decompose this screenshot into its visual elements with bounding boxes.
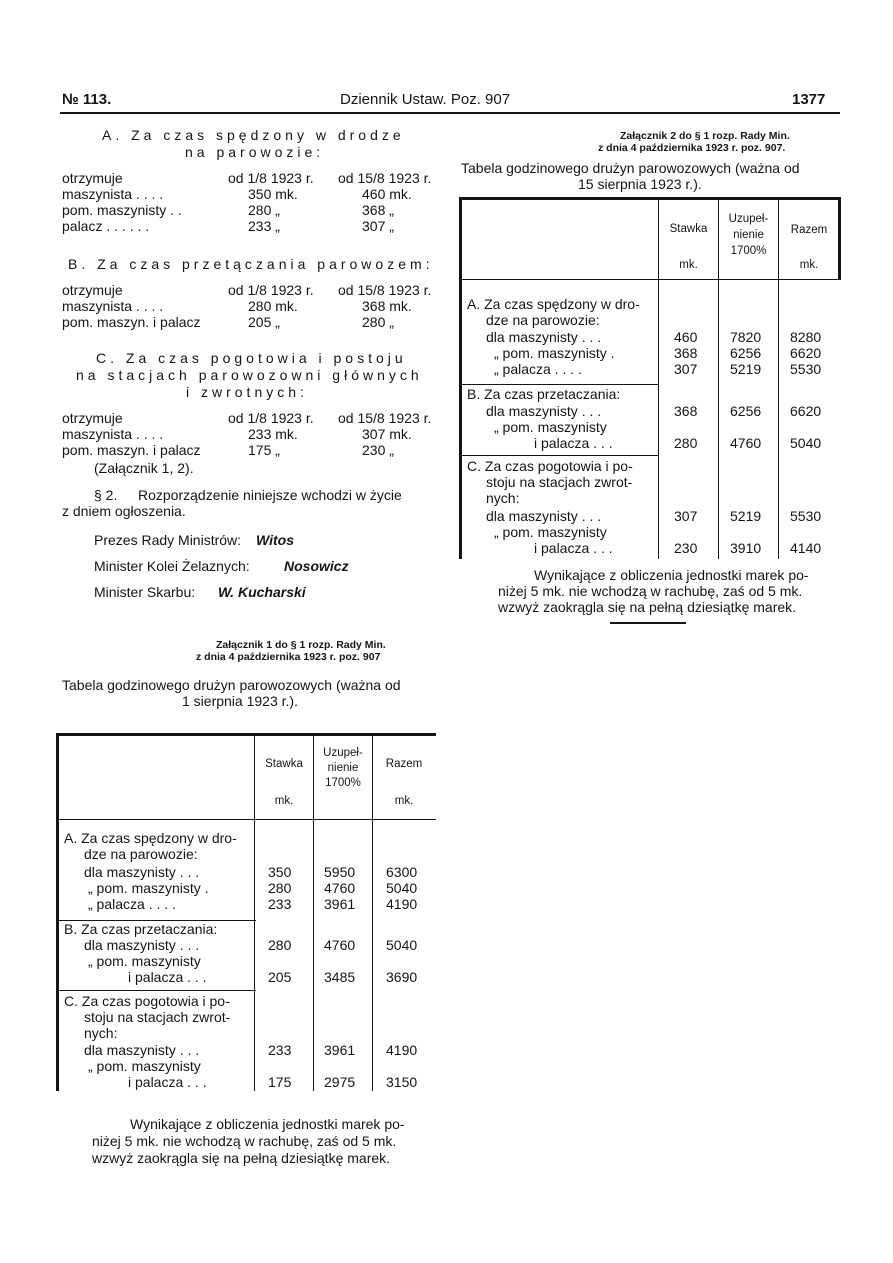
cell-stawka: 307 (674, 361, 698, 377)
table-row: dze na parowozie: (486, 312, 600, 328)
header-unit: mk. (394, 795, 414, 807)
cell-stawka: 307 (674, 508, 698, 524)
cell-razem: 6620 (790, 345, 822, 361)
cell-uzupelnienie: 3485 (324, 969, 356, 985)
a-row-col2: 307 „ (362, 218, 394, 234)
column-divider (254, 733, 255, 1091)
cell-uzupelnienie: 4760 (324, 937, 356, 953)
section-c-title-2: na stacjach parowozowni głównych (76, 367, 423, 383)
c-row-label: otrzymuje (62, 410, 123, 426)
cell-razem: 5040 (386, 880, 418, 896)
annex2-footnote: Wynikające z obliczenia jednostki marek po- (534, 567, 809, 583)
cell-stawka: 368 (674, 345, 698, 361)
signature-role: Prezes Rady Ministrów: (94, 532, 242, 548)
paragraph-text-2: z dniem ogłoszenia. (62, 503, 186, 519)
cell-stawka: 350 (268, 864, 292, 880)
table-row: B. Za czas przetaczania: (467, 386, 621, 402)
cell-razem: 8280 (790, 329, 822, 345)
a-row-col2: od 15/8 1923 r. (338, 170, 432, 186)
header-divider (459, 279, 841, 280)
header-razem: Razem (385, 758, 423, 770)
cell-uzupelnienie: 4760 (730, 435, 762, 451)
section-c-title-3: i zwrotnych: (186, 384, 308, 400)
annex2-footnote-3: wzwyż zaokrągla się na pełną dziesiątkę marek. (498, 599, 797, 615)
table-row: i palacza . . . (128, 1074, 207, 1090)
c-row-col1: 233 mk. (248, 426, 298, 442)
c-row-col2: 230 „ (362, 442, 394, 458)
cell-razem: 5040 (790, 435, 822, 451)
cell-stawka: 205 (268, 969, 292, 985)
annex1-footnote-2: niżej 5 mk. nie wchodzą w rachubę, zaś od 5 mk. (92, 1133, 397, 1149)
b-row-label: maszynista . . . . (62, 298, 164, 314)
cell-uzupelnienie: 5950 (324, 864, 356, 880)
cell-uzupelnienie: 5219 (730, 361, 762, 377)
cell-uzupelnienie: 4760 (324, 880, 356, 896)
table-row: C. Za czas pogotowia i po- (64, 993, 230, 1009)
cell-razem: 6620 (790, 403, 822, 419)
annex1-reference-2: z dnia 4 października 1923 r. poz. 907 (196, 651, 381, 663)
column-divider (658, 197, 659, 559)
cell-stawka: 280 (674, 435, 698, 451)
cell-razem: 5040 (386, 937, 418, 953)
c-row-col1: 175 „ (248, 442, 280, 458)
header-rule (60, 112, 840, 114)
table-row: „ palacza . . . . (88, 896, 176, 912)
cell-uzupelnienie: 3961 (324, 1042, 356, 1058)
table-row: „ pom. maszynisty . (88, 880, 209, 896)
a-row-col1: 233 „ (248, 218, 280, 234)
b-row-col2: od 15/8 1923 r. (338, 282, 432, 298)
header-uzupelnienie: Uzupeł- (323, 747, 363, 759)
issue-number: № 113. (62, 91, 112, 108)
table-border-top (56, 733, 436, 736)
section-divider (459, 455, 659, 456)
section-a-subtitle: na parowozie: (185, 144, 325, 160)
table-row: dla maszynisty . . . (84, 1042, 200, 1058)
b-row-col1: 205 „ (248, 314, 280, 330)
annex2-reference-2: z dnia 4 października 1923 r. poz. 907. (598, 142, 786, 154)
annex2-reference: Załącznik 2 do § 1 rozp. Rady Min. (620, 130, 790, 142)
annex2-title: Tabela godzinowego drużyn parowozowych (ważna od (461, 160, 800, 176)
signature-role: Minister Kolei Żelaznych: (94, 558, 250, 574)
cell-razem: 4140 (790, 540, 822, 556)
cell-uzupelnienie: 6256 (730, 403, 762, 419)
table-row: „ palacza . . . . (494, 361, 582, 377)
table-row: B. Za czas przetaczania: (64, 921, 218, 937)
header-unit: mk. (274, 795, 294, 807)
annex2-title-2: 15 sierpnia 1923 r.). (578, 176, 702, 192)
section-b-title: B. Za czas przetączania parowozem: (68, 256, 434, 272)
table-row: i palacza . . . (534, 435, 613, 451)
cell-stawka: 230 (674, 540, 698, 556)
table-row: „ pom. maszynisty . (494, 345, 615, 361)
cell-razem: 6300 (386, 864, 418, 880)
cell-uzupelnienie: 3961 (324, 896, 356, 912)
annex1-footnote: Wynikające z obliczenia jednostki marek po- (130, 1116, 405, 1132)
cell-razem: 5530 (790, 508, 822, 524)
c-row-col2: 307 mk. (362, 426, 412, 442)
table-row: dze na parowozie: (84, 846, 198, 862)
header-uzupelnienie-3: 1700% (325, 777, 361, 789)
annex1-footnote-3: wzwyż zaokrągla się na pełną dziesiątkę marek. (92, 1150, 391, 1166)
cell-stawka: 233 (268, 1042, 292, 1058)
a-row-col1: od 1/8 1923 r. (228, 170, 314, 186)
table-row: i palacza . . . (128, 969, 207, 985)
cell-stawka: 175 (268, 1074, 292, 1090)
annex1-reference: Załącznik 1 do § 1 rozp. Rady Min. (216, 639, 386, 651)
section-divider (56, 990, 256, 991)
table-row: dla maszynisty . . . (486, 508, 602, 524)
header-razem: Razem (790, 224, 828, 236)
table-row: „ pom. maszynisty (494, 524, 607, 540)
paragraph-label: § 2. (94, 487, 118, 503)
cell-stawka: 280 (268, 937, 292, 953)
signature-name: Witos (256, 532, 294, 548)
c-row-col1: od 1/8 1923 r. (228, 410, 314, 426)
table-row: „ pom. maszynisty (88, 953, 201, 969)
cell-razem: 3150 (386, 1074, 418, 1090)
table-border-right (838, 197, 841, 279)
a-row-col2: 368 „ (362, 202, 394, 218)
cell-razem: 4190 (386, 1042, 418, 1058)
header-stawka: Stawka (265, 758, 303, 770)
table-row: dla maszynisty . . . (486, 403, 602, 419)
section-c-title: C. Za czas pogotowia i postoju (96, 350, 407, 366)
cell-uzupelnienie: 5219 (730, 508, 762, 524)
annex1-title-2: 1 sierpnia 1923 r.). (182, 693, 298, 709)
cell-stawka: 368 (674, 403, 698, 419)
table-row: stoju na stacjach zwrot- (84, 1009, 231, 1025)
c-row-label: maszynista . . . . (62, 426, 164, 442)
cell-uzupelnienie: 2975 (324, 1074, 356, 1090)
header-unit: mk. (679, 259, 698, 271)
table-row: C. Za czas pogotowia i po- (467, 458, 633, 474)
section-a-title: A. Za czas spędzony w drodze (102, 127, 405, 143)
b-row-col1: od 1/8 1923 r. (228, 282, 314, 298)
signature-name: W. Kucharski (218, 584, 306, 600)
b-row-col2: 368 mk. (362, 298, 412, 314)
header-divider (56, 819, 436, 820)
a-row-col1: 280 „ (248, 202, 280, 218)
header-unit: mk. (799, 259, 819, 271)
table-row: dla maszynisty . . . (84, 864, 200, 880)
a-row-label: palacz . . . . . . (62, 218, 150, 234)
c-row-col2: od 15/8 1923 r. (338, 410, 432, 426)
annex1-title: Tabela godzinowego drużyn parowozowych (ważna od (62, 677, 401, 693)
journal-title: Dziennik Ustaw. Poz. 907 (340, 91, 511, 108)
table-row: stoju na stacjach zwrot- (486, 474, 633, 490)
a-row-label: maszynista . . . . (62, 186, 164, 202)
header-uzupelnienie-3: 1700% (730, 245, 767, 257)
table-row: „ pom. maszynisty (88, 1058, 201, 1074)
cell-razem: 5530 (790, 361, 822, 377)
cell-uzupelnienie: 7820 (730, 329, 762, 345)
paragraph-text: Rozporządzenie niniejsze wchodzi w życie (138, 487, 402, 503)
b-row-label: otrzymuje (62, 282, 123, 298)
b-row-col1: 280 mk. (248, 298, 298, 314)
cell-razem: 3690 (386, 969, 418, 985)
table-row: dla maszynisty . . . (84, 937, 200, 953)
annex-note: (Załącznik 1, 2). (94, 460, 194, 476)
table-row: „ pom. maszynisty (494, 419, 607, 435)
header-uzupelnienie-2: nienie (733, 229, 764, 241)
table-row: nych: (84, 1025, 118, 1041)
a-row-col1: 350 mk. (248, 186, 298, 202)
header-stawka: Stawka (669, 223, 708, 235)
cell-uzupelnienie: 6256 (730, 345, 762, 361)
table-row: dla maszynisty . . . (486, 329, 602, 345)
cell-uzupelnienie: 3910 (730, 540, 762, 556)
annex2-footnote-2: niżej 5 mk. nie wchodzą w rachubę, zaś od 5 mk. (498, 583, 803, 599)
b-row-label: pom. maszyn. i palacz (62, 314, 201, 330)
cell-stawka: 280 (268, 880, 292, 896)
column-divider (372, 733, 373, 1091)
table-row: nych: (486, 490, 520, 506)
table-border-left (459, 197, 462, 559)
a-row-label: otrzymuje (62, 170, 123, 186)
signature-role: Minister Skarbu: (94, 584, 196, 600)
signature-name: Nosowicz (284, 558, 349, 574)
page-number: 1377 (792, 91, 826, 108)
table-row: A. Za czas spędzony w dro- (64, 830, 237, 846)
cell-stawka: 460 (674, 329, 698, 345)
end-rule (610, 622, 686, 624)
table-row: i palacza . . . (534, 540, 613, 556)
cell-stawka: 233 (268, 896, 292, 912)
c-row-label: pom. maszyn. i palacz (62, 442, 201, 458)
column-divider (778, 197, 779, 559)
table-border-top (459, 197, 841, 200)
cell-razem: 4190 (386, 896, 418, 912)
table-row: A. Za czas spędzony w dro- (467, 296, 640, 312)
a-row-label: pom. maszynisty . . (62, 202, 182, 218)
table-border-left (56, 733, 59, 1091)
b-row-col2: 280 „ (362, 314, 394, 330)
a-row-col2: 460 mk. (362, 186, 412, 202)
header-uzupelnienie: Uzupeł- (728, 213, 769, 225)
header-uzupelnienie-2: nienie (327, 762, 359, 774)
